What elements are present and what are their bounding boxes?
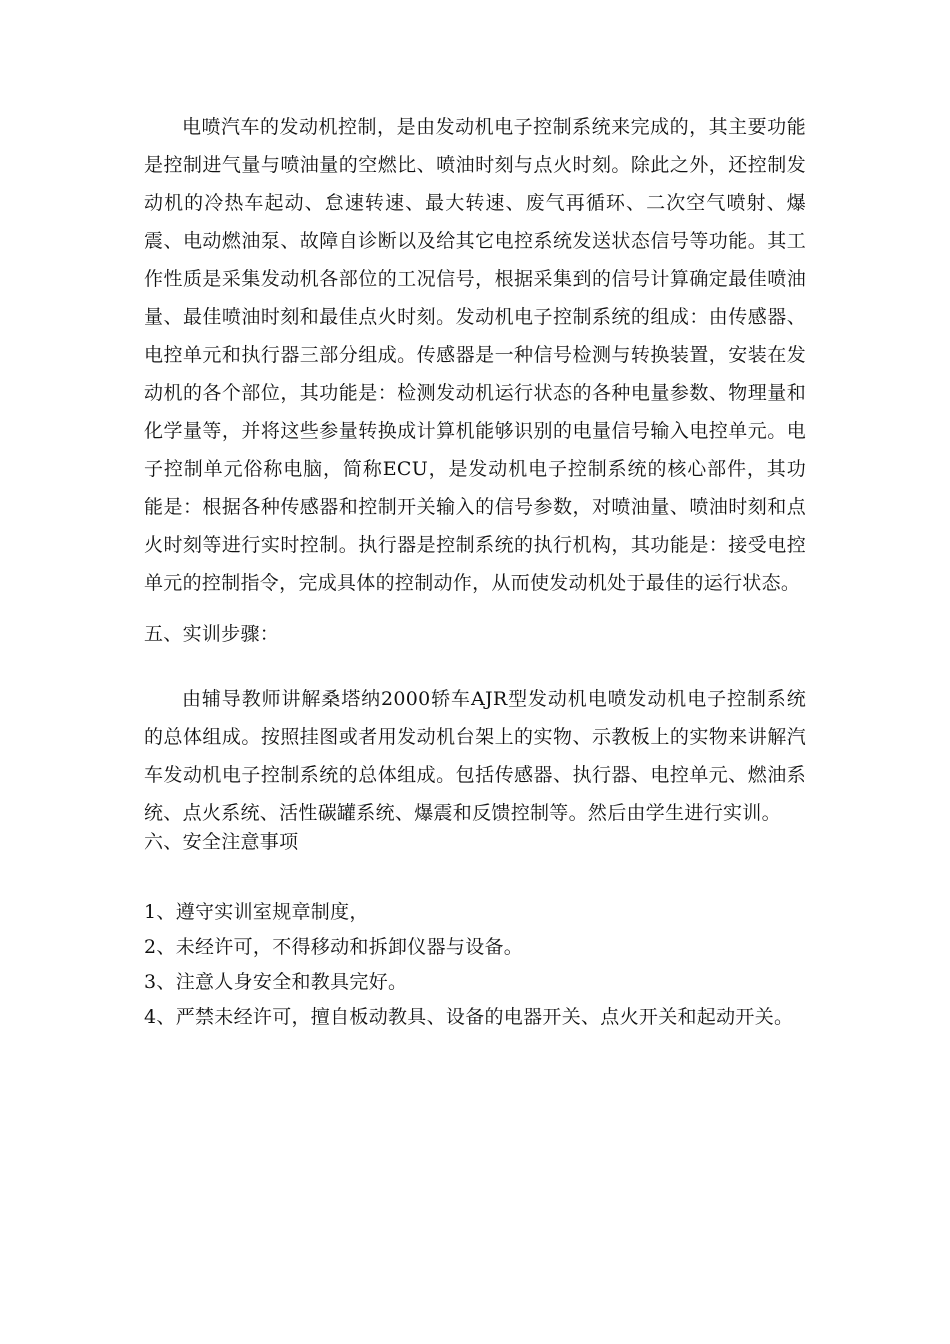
section-5-heading: 五、实训步骤：	[144, 623, 280, 645]
safety-item-2: 2、未经许可，不得移动和拆卸仪器与设备。	[144, 936, 524, 958]
section-5-paragraph: 由辅导教师讲解桑塔纳2000轿车AJR型发动机电喷发动机电子控制系统的总体组成。按照挂图或者用发动机台架上的实物、示教板上的实物来讲解汽车发动机电子控制系统的总体组成。包括传感器、执行器、电控单元、燃油系统、点火系统、活性碳罐系统、爆震和反馈控制等。然后由学生进行实训。	[144, 688, 806, 824]
safety-item-3: 3、注意人身安全和教具完好。	[144, 971, 408, 993]
safety-item-4: 4、严禁未经许可，擅自板动教具、设备的电器开关、点火开关和起动开关。	[144, 1006, 794, 1028]
safety-item-1: 1、遵守实训室规章制度，	[144, 901, 369, 923]
intro-paragraph: 电喷汽车的发动机控制，是由发动机电子控制系统来完成的，其主要功能是控制进气量与喷油量的空燃比、喷油时刻与点火时刻。除此之外，还控制发动机的冷热车起动、怠速转速、最大转速、废气再循环、二次空气喷射、爆震、电动燃油泵、故障自诊断以及给其它电控系统发送状态信号等功能。其工作性质是采集发动机各部位的工况信号，根据采集到的信号计算确定最佳喷油量、最佳喷油时刻和最佳点火时刻。发动机电子控制系统的组成：由传感器、电控单元和执行器三部分组成。传感器是一种信号检测与转换装置，安装在发动机的各个部位，其功能是：检测发动机运行状态的各种电量参数、物理量和化学量等，并将这些参量转换成计算机能够识别的电量信号输入电控单元。电子控制单元俗称电脑，简称ECU，是发动机电子控制系统的核心部件，其功能是：根据各种传感器和控制开关输入的信号参数，对喷油量、喷油时刻和点火时刻等进行实时控制。执行器是控制系统的执行机构，其功能是：接受电控单元的控制指令，完成具体的控制动作，从而使发动机处于最佳的运行状态。	[144, 116, 806, 594]
section-6-heading: 六、安全注意事项	[144, 831, 299, 853]
